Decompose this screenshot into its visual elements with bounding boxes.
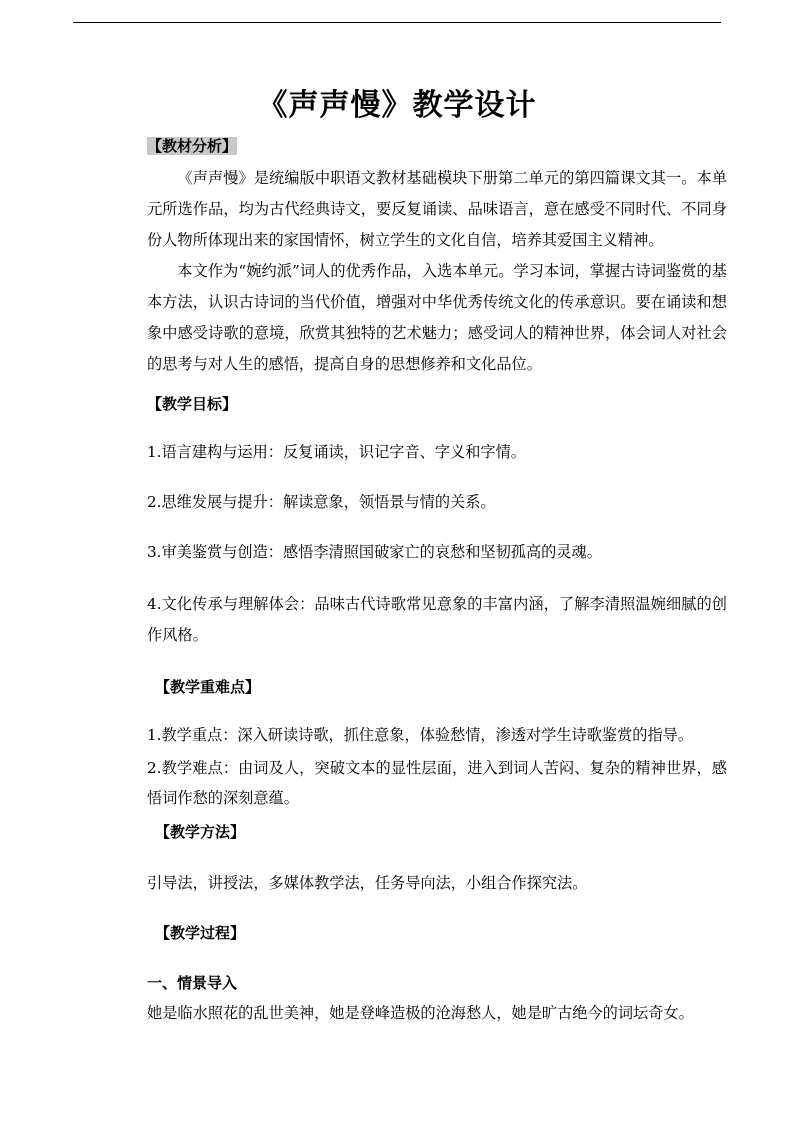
analysis-paragraph-1: 《声声慢》是统编版中职语文教材基础模块下册第二单元的第四篇课文其一。本单元所选作品，均为古代经典诗文，要反复诵读、品味语言，意在感受不同时代、不同身份人物所体现出来的家国情怀，树立学生的文化自信，培养其爱国主义精神。: [147, 169, 727, 249]
goal-item-2: 2.思维发展与提升：解读意象，领悟景与情的关系。: [147, 493, 496, 511]
process-intro-text: 她是临水照花的乱世美神，她是登峰造极的沧海愁人，她是旷古绝今的词坛奇女。: [147, 1004, 694, 1022]
goal-item-4: 4.文化传承与理解体会：品味古代诗歌常见意象的丰富内涵，了解李清照温婉细腻的创作风格。: [147, 595, 727, 644]
methods-text: 引导法，讲授法，多媒体教学法，任务导向法，小组合作探究法。: [147, 874, 588, 892]
goal-item-3: 3.审美鉴赏与创造：感悟李清照国破家亡的哀愁和坚韧孤高的灵魂。: [147, 543, 602, 561]
section-heading-process: 【教学过程】: [155, 924, 246, 942]
keypoint-item-1: 1.教学重点：深入研读诗歌，抓住意象，体验愁情，渗透对学生诗歌鉴赏的指导。: [147, 726, 694, 744]
header-rule: [73, 22, 721, 23]
section-heading-keypoints: 【教学重难点】: [155, 678, 261, 696]
document-title: 《声声慢》教学设计: [257, 88, 537, 123]
goal-item-1: 1.语言建构与运用：反复诵读，识记字音、字义和字情。: [147, 443, 526, 461]
process-subheading-intro: 一、情景导入: [147, 974, 238, 992]
heading-highlight: 【教材分析】: [147, 137, 238, 155]
section-heading-goals: 【教学目标】: [147, 395, 238, 413]
keypoint-item-2: 2.教学难点：由词及人，突破文本的显性层面，进入到词人苦闷、复杂的精神世界，感悟词作愁的深刻意蕴。: [147, 759, 727, 807]
analysis-paragraph-2: 本文作为“婉约派”词人的优秀作品，入选本单元。学习本词，掌握古诗词鉴赏的基本方法，认识古诗词的当代价值，增强对中华优秀传统文化的传承意识。要在诵读和想象中感受诗歌的意境，欣赏其独特的艺术魅力；感受词人的精神世界，体会词人对社会的思考与对人生的感悟，提高自身的思想修养和文化品位。: [147, 262, 727, 373]
section-heading-methods: 【教学方法】: [155, 823, 246, 841]
section-heading-analysis: [147, 136, 237, 156]
